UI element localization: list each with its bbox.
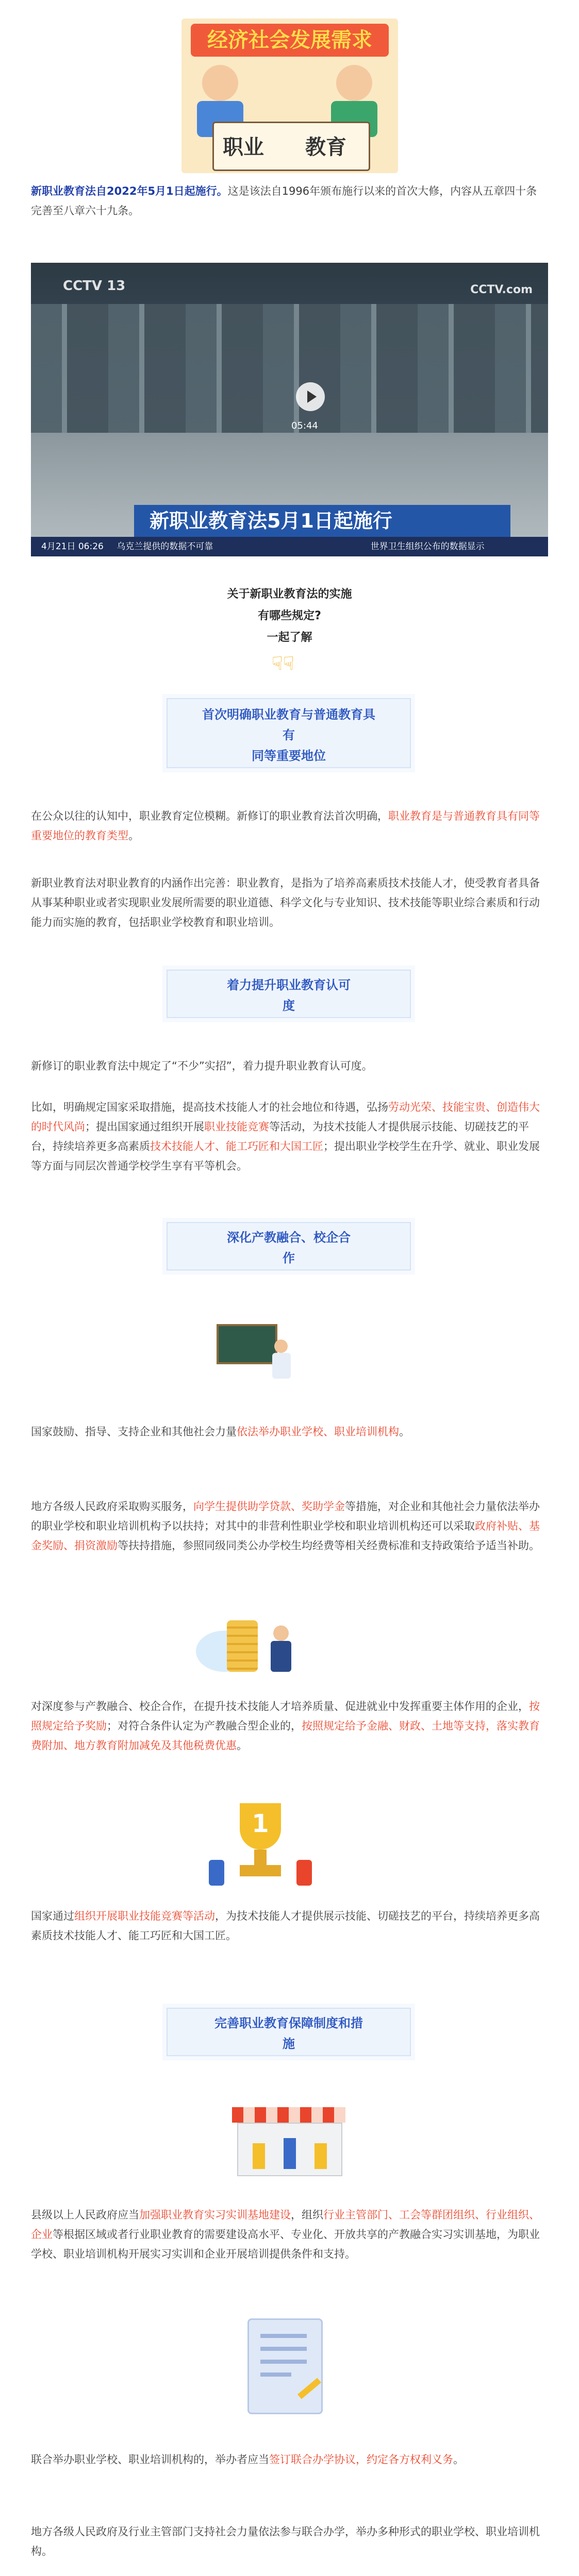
section-4-title: 完善职业教育保障制度和措 施 bbox=[167, 2008, 411, 2056]
header-book-left: 职业 bbox=[223, 135, 264, 159]
pointing-hands-icon: ☟☟ bbox=[272, 653, 294, 674]
intro-bold: 新职业教育法自2022年5月1日起施行。 bbox=[31, 185, 228, 197]
question-line-2: 有哪些规定? bbox=[258, 609, 321, 622]
ticker-time: 4月21日 06:26 bbox=[41, 541, 104, 552]
section-2-title: 着力提升职业教育认可 度 bbox=[167, 970, 411, 1018]
section-4-p1: 县级以上人民政府应当加强职业教育实习实训基地建设，组织行业主管部门、工会等群团组织、行业组织、企业等根据区域或者行业职业教育的需要建设高水平、专业化、开放共享的产教融合实习实训基地，为职业学校、职业培训机构开展实习实训和企业开展培训提供条件和支持。 bbox=[31, 2209, 540, 2260]
news-ticker bbox=[31, 537, 548, 556]
training-base-illustration bbox=[227, 2107, 351, 2177]
cctv-com-logo: CCTV.com bbox=[470, 283, 533, 296]
question-line-3: 一起了解 bbox=[267, 631, 312, 644]
section-3-p2: 地方各级人民政府采取购买服务，向学生提供助学贷款、奖助学金等措施，对企业和其他社会力量依法举办的职业学校和职业培训机构予以扶持；对其中的非营利性职业学校和职业培训机构还可以采取政府补贴、基金奖励、捐资激励等扶持措施，参照同级同类公办学校生均经费等相关经费标准和支持政策给予适当补助。 bbox=[31, 1500, 540, 1552]
contract-illustration bbox=[247, 2318, 325, 2421]
ticker-text: 乌克兰提供的数据不可靠 bbox=[117, 541, 213, 552]
ticker-right: 世界卫生组织公布的数据显示 bbox=[370, 541, 485, 552]
header-book-right: 教育 bbox=[305, 135, 346, 159]
question-line-1: 关于新职业教育法的实施 bbox=[227, 588, 352, 601]
section-3-p3: 对深度参与产教融合、校企合作，在提升技术技能人才培养质量、促进就业中发挥重要主体作用的企业，按照规定给予奖励；对符合条件认定为产教融合型企业的，按照规定给予金融、财政、土地等支持，落实教育费附加、地方教育附加减免及其他税费优惠。 bbox=[31, 1700, 540, 1752]
section-4-p2: 联合举办职业学校、职业培训机构的，举办者应当签订联合办学协议，约定各方权利义务。 bbox=[31, 2453, 464, 2466]
section-3-title: 深化产教融合、校企合 作 bbox=[167, 1222, 411, 1270]
intro-rest: 这是该法自1996年颁布施行以来的首次大修，内容从五章四十条完善至八章六十九条。 bbox=[31, 185, 537, 217]
coins-illustration bbox=[196, 1615, 315, 1677]
video-headline-banner: 新职业教育法5月1日起施行 bbox=[134, 505, 510, 537]
section-2-p1: 新修订的职业教育法中规定了“不少”实招”，着力提升职业教育认可度。 bbox=[31, 1060, 373, 1072]
section-3-p1: 国家鼓励、指导、支持企业和其他社会力量依法举办职业学校、职业培训机构。 bbox=[31, 1426, 410, 1438]
section-4-p3: 地方各级人民政府及行业主管部门支持社会力量依法参与联合办学，举办多种形式的职业学校、职业培训机构。 bbox=[31, 2526, 540, 2557]
header-illustration bbox=[181, 19, 398, 173]
cctv-logo: CCTV 13 bbox=[63, 278, 126, 294]
intro-paragraph bbox=[31, 181, 547, 221]
video-player[interactable] bbox=[31, 263, 548, 556]
play-icon[interactable] bbox=[296, 382, 325, 411]
video-duration: 05:44 bbox=[291, 420, 318, 431]
header-banner-text: 经济社会发展需求 bbox=[191, 24, 389, 57]
trophy-illustration: 1 bbox=[204, 1803, 322, 1891]
section-1-title: 首次明确职业教育与普通教育具 有 同等重要地位 bbox=[167, 698, 411, 768]
section-3-p4: 国家通过组织开展职业技能竞赛等活动，为技术技能人才提供展示技能、切磋技艺的平台，持续培养更多高素质技术技能人才、能工巧匠和大国工匠。 bbox=[31, 1910, 540, 1942]
section-1-p1: 在公众以往的认知中，职业教育定位模糊。新修订的职业教育法首次明确，职业教育是与普通教育具有同等重要地位的教育类型。 bbox=[31, 810, 540, 842]
section-2-p2: 比如，明确规定国家采取措施，提高技术技能人才的社会地位和待遇，弘扬劳动光荣、技能宝贵、创造伟大的时代风尚；提出国家通过组织开展职业技能竞赛等活动，为技术技能人才提供展示技能、切磋技艺的平台，持续培养更多高素质技术技能人才、能工巧匠和大国工匠；提出职业学校学生在升学、就业、职业发展等方面与同层次普通学校学生享有平等机会。 bbox=[31, 1101, 540, 1172]
section-1-p2: 新职业教育法对职业教育的内涵作出完善：职业教育，是指为了培养高素质技术技能人才，使受教育者具备从事某种职业或者实现职业发展所需要的职业道德、科学文化与专业知识、技术技能等职业综合素质和行动能力而实施的教育，包括职业学校教育和职业培训。 bbox=[31, 877, 540, 928]
teacher-illustration bbox=[217, 1324, 294, 1381]
